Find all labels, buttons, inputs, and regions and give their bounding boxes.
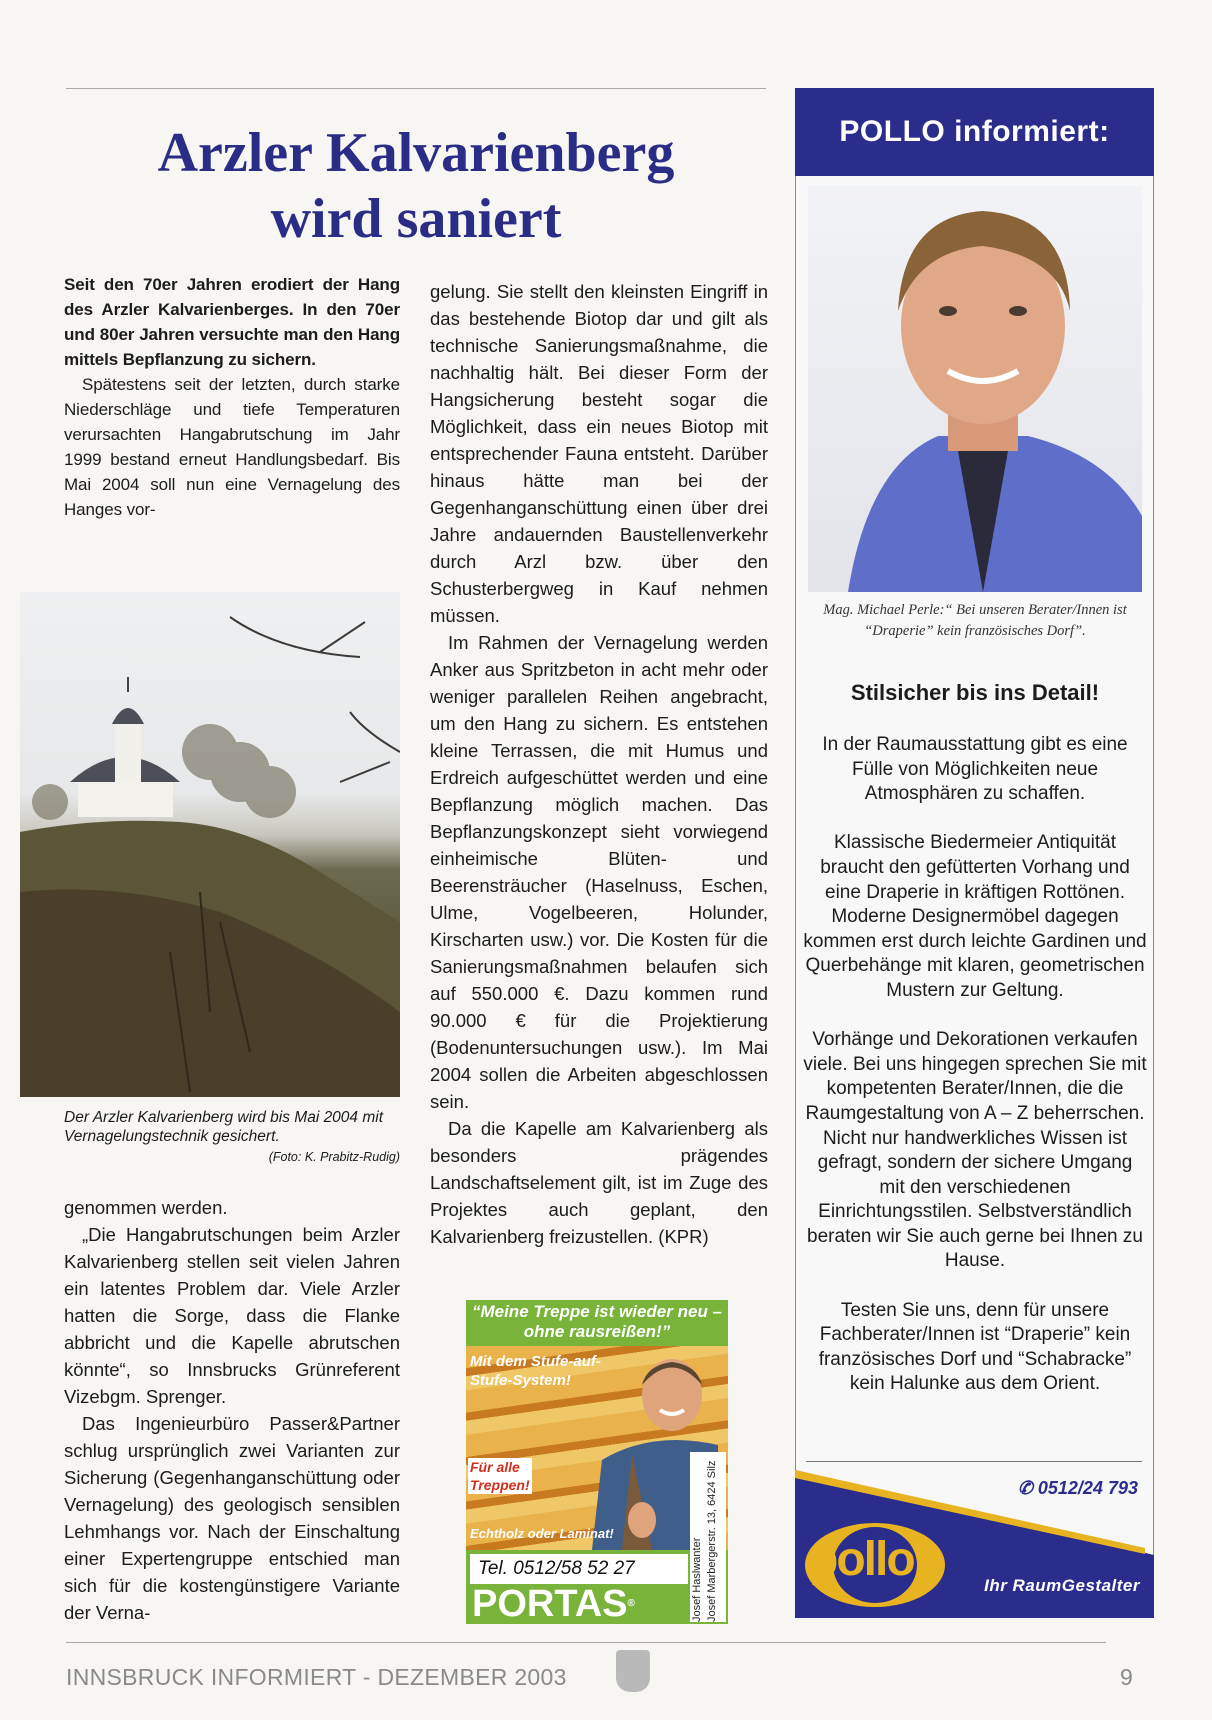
photo-caption — [64, 1108, 400, 1167]
pollo-paragraph: Klassische Biedermeier Antiquität braucht den gefütterten Vorhang und eine Draperie in kräftigen Rottönen. Moderne Designermöbel dagegen kommen erst durch leichte Gardinen und Querbehänge mit klaren, geometrischen Mustern zur Geltung. — [803, 832, 1147, 1001]
body-paragraph: gelung. Sie stellt den kleinsten Eingriff in das bestehende Biotop dar und gilt als technische Sanierungsmaßnahme, die nachhaltig hält. Bei dieser Form der Hangsicherung besteht sogar die Möglichkeit, dass ein neues Biotop mit entsprechender Fauna entsteht. Darüber hinaus hätte man bei der Gegenhanganschüttung einen über drei Jahre andauernden Baustellenverkehr durch Arzl bzw. über den Schusterbergweg in Kauf nehmen müssen. — [430, 281, 768, 626]
chapel-hill-illustration — [20, 592, 400, 1097]
lead-paragraph: Seit den 70er Jahren erodiert der Hang des Arzler Kalvarienberges. In den 70er und 80er Jahren versuchte man den Hang mittels Bepflanzung zu sichern. — [64, 275, 400, 369]
left-column-top — [64, 272, 400, 522]
pollo-phone — [1018, 1478, 1138, 1499]
portas-all-stairs: Für alle Treppen! — [468, 1458, 532, 1494]
left-column-bottom — [64, 1194, 400, 1626]
top-rule — [66, 88, 766, 89]
pollo-paragraph: In der Raumausstattung gibt es eine Fülle von Möglichkeiten neue Atmosphären zu schaffen. — [822, 734, 1128, 805]
title-line-1: Arzler Kalvarienberg — [157, 122, 675, 184]
body-paragraph: Im Rahmen der Vernagelung werden Anker aus Spritzbeton in acht mehr oder weniger parallelen Reihen angebracht, um den Hang zu sichern. Es entstehen kleine Terrassen, die mit Humus und Erdreich aufgeschüttet werden und eine Bepflanzung möglich machen. Das Bepflanzungskonzept sieht vorwiegend einheimische Blüten- und Beerensträucher (Haselnuss, Eschen, Ulme, Vogelbeeren, Holunder, Kirscharten usw.) vor. Die Kosten für die Sanierungsmaßnahmen belaufen sich auf 550.000 €. Dazu kommen rund 90.000 € für die Projektierung (Bodenuntersuchungen usw.). Im Mai 2004 sollen die Arbeiten abgeschlossen sein. — [430, 632, 768, 1112]
body-paragraph: genommen werden. — [64, 1197, 228, 1218]
pollo-divider — [806, 1461, 1142, 1462]
portas-logo — [472, 1584, 635, 1624]
portas-address — [690, 1452, 726, 1622]
body-paragraph: Spätestens seit der letzten, durch starke Niederschläge und tiefe Temperaturen verursachten Hangabrutschung im Jahr 1999 bestand erneut Handlungsbedarf. Bis Mai 2004 soll nun eine Vernagelung des Hanges vor- — [64, 375, 400, 519]
innsbruck-crest-icon — [616, 1650, 650, 1692]
kalvarienberg-photo — [20, 592, 400, 1097]
pollo-phone-number: 0512/24 793 — [1037, 1478, 1138, 1498]
body-paragraph: „Die Hangabrutschungen beim Arzler Kalvarienberg stellen seit vielen Jahren ein latentes Problem dar. Viele Arzler hatten die Sorge, dass die Flanke abbricht und die Kapelle abrutschen könnte“, so Innsbrucks Grünreferent Vizebgm. Sprenger. — [64, 1224, 400, 1407]
portas-subline: Mit dem Stufe-auf-Stufe-System! — [470, 1353, 601, 1389]
pollo-title: Stilsicher bis ins Detail! — [850, 680, 1100, 705]
portas-phone: Tel. 0512/58 52 27 — [470, 1554, 688, 1584]
middle-column — [430, 278, 768, 1250]
portrait-photo — [808, 186, 1142, 592]
body-paragraph: Das Ingenieurbüro Passer&Partner schlug ursprünglich zwei Varianten zur Sicherung (Gegenhanganschüttung oder Vernagelung) des geologisch sensiblen Lehmhangs vor. Nach der Einschaltung einer Expertengruppe entschied man sich für die kostengünstigere Variante der Verna- — [64, 1413, 400, 1623]
footer-rule — [66, 1642, 1106, 1643]
pollo-logo-text: pollo — [809, 1533, 914, 1586]
footer-publication: INNSBRUCK INFORMIERT - DEZEMBER 2003 — [66, 1664, 567, 1690]
pollo-header: POLLO informiert: — [795, 88, 1154, 176]
registered-mark: ® — [627, 1598, 635, 1609]
body-paragraph: Da die Kapelle am Kalvarienberg als besonders prägendes Landschaftselement gilt, ist im Zuge des Projektes auch geplant, den Kalvarienberg freizustellen. (KPR) — [430, 1118, 768, 1247]
portas-ad[interactable] — [466, 1300, 728, 1624]
portas-headline: “Meine Treppe ist wieder neu – ohne rausreißen!” — [471, 1302, 723, 1341]
address-street: Josef Marbergerstr. 13, 6424 Silz — [706, 1460, 718, 1622]
title-line-2: wird saniert — [270, 188, 562, 250]
pollo-tagline: Ihr RaumGestalter — [984, 1576, 1140, 1595]
pollo-logo-banner — [795, 1470, 1154, 1618]
pollo-paragraph: Testen Sie uns, denn für unsere Fachberater/Innen ist “Draperie” kein französisches Dorf und “Schabracke” kein Halunke aus dem Orient. — [818, 1299, 1132, 1395]
caption-text: Der Arzler Kalvarienberg wird bis Mai 2004 mit Vernagelungstechnik gesichert. — [64, 1109, 384, 1145]
article-title — [66, 120, 766, 252]
photo-credit: (Foto: K. Prabitz-Rudig) — [268, 1150, 400, 1164]
portrait-quote: Mag. Michael Perle:“ Bei unseren Berater/Innen ist “Draperie” kein französisches Dorf”. — [823, 602, 1127, 639]
address-name: Josef Haslwanter — [691, 1537, 703, 1622]
phone-icon: ✆ — [1017, 1478, 1033, 1498]
portas-brand: PORTAS — [472, 1583, 628, 1624]
portas-material: Echtholz oder Laminat! — [470, 1526, 614, 1541]
pollo-paragraph: Vorhänge und Dekorationen verkaufen viele. Bei uns hingegen sprechen Sie mit kompetenten Berater/Innen, die die Raumgestaltung von A – Z beherrschen. Nicht nur handwerkliches Wissen ist gefragt, sondern der sichere Umgang mit den verschiedenen Einrichtungsstilen. Selbstverständlich beraten wir Sie auch gerne bei Ihnen zu Hause. — [803, 1029, 1147, 1272]
page-number: 9 — [1120, 1664, 1133, 1690]
portrait-illustration — [808, 186, 1142, 592]
pollo-text — [803, 733, 1147, 1422]
